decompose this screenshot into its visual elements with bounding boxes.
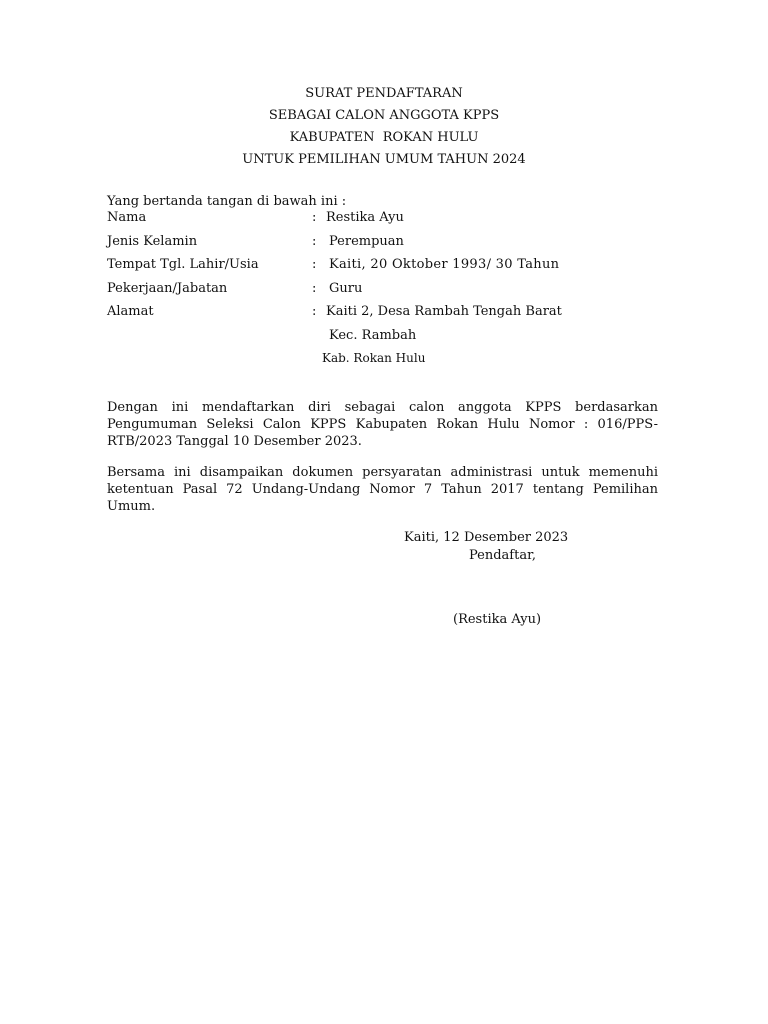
field-label: Alamat (107, 304, 154, 319)
field-value: Guru (329, 281, 363, 296)
paragraph-registration: Dengan ini mendaftarkan diri sebagai calon anggota KPPS berdasarkan Pengumuman Seleksi Calon KPPS Kabupaten Rokan Hulu Nomor : 016/PPS-RTB/2023 Tanggal 10 Desember 2023. (107, 400, 658, 449)
field-value: Restika Ayu (326, 210, 404, 225)
signature-place-date: Kaiti, 12 Desember 2023 (404, 530, 569, 545)
field-separator: : (312, 257, 317, 272)
address-line-3: Kab. Rokan Hulu (322, 351, 426, 365)
header-title: SURAT PENDAFTARAN (305, 86, 463, 101)
header-subtitle: SEBAGAI CALON ANGGOTA KPPS (268, 108, 500, 123)
field-separator: : (312, 281, 317, 296)
field-label: Tempat Tgl. Lahir/Usia (107, 257, 259, 272)
intro-text: Yang bertanda tangan di bawah ini : (107, 194, 347, 209)
field-value: Kaiti, 20 Oktober 1993/ 30 Tahun (329, 257, 560, 272)
field-separator: : (312, 234, 317, 249)
header-election: UNTUK PEMILIHAN UMUM TAHUN 2024 (242, 152, 526, 167)
paragraph-documents: Bersama ini disampaikan dokumen persyaratan administrasi untuk memenuhi ketentuan Pasal 72 Undang-Undang Nomor 7 Tahun 2017 tentang Pemilihan Umum. (107, 465, 658, 514)
field-label: Pekerjaan/Jabatan (107, 281, 228, 296)
header-regency: KABUPATEN ROKAN HULU (289, 130, 479, 145)
field-label: Jenis Kelamin (107, 234, 198, 249)
field-value: Perempuan (329, 234, 404, 249)
document-header (0, 83, 768, 171)
signature-role: Pendaftar, (469, 548, 537, 563)
address-line-2: Kec. Rambah (329, 328, 417, 343)
field-label: Nama (107, 210, 147, 225)
address-line-1: Kaiti 2, Desa Rambah Tengah Barat (326, 304, 562, 319)
field-separator: : (312, 304, 317, 319)
signature-name: (Restika Ayu) (453, 612, 542, 627)
field-separator: : (312, 210, 317, 225)
